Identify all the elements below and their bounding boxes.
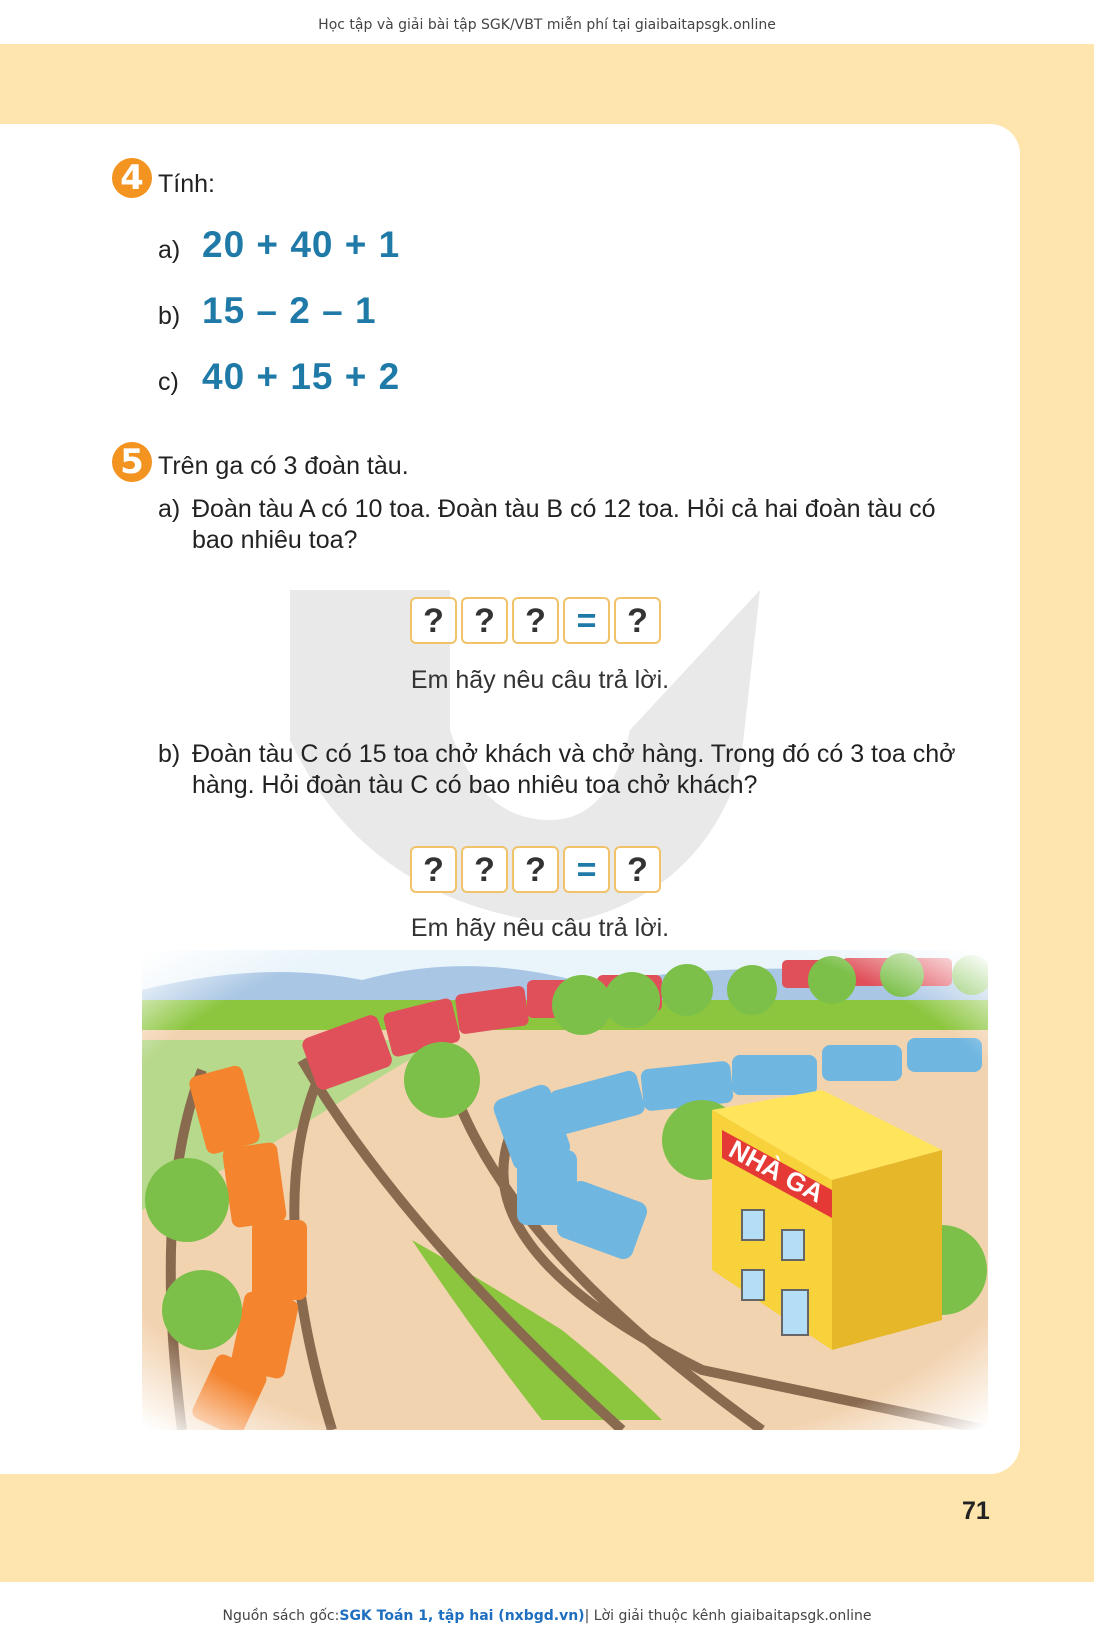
footer-suffix: | Lời giải thuộc kênh giaibaitapsgk.online: [584, 1608, 872, 1624]
calc-a-expression: 20 + 40 + 1: [202, 224, 401, 265]
answer-box[interactable]: ?: [410, 846, 457, 893]
part-b-line1: Đoàn tàu C có 15 toa chở khách và chở hàng. Trong đó có 3 toa chở: [192, 740, 956, 768]
answer-box[interactable]: ?: [461, 846, 508, 893]
header-text: Học tập và giải bài tập SGK/VBT miễn phí tại giaibaitapsgk.online: [318, 17, 776, 33]
calc-b-label: b): [158, 302, 181, 330]
footer-source: SGK Toán 1, tập hai (nxbgd.vn): [339, 1608, 585, 1624]
part-b-label: b): [158, 740, 181, 768]
part-a-answer-boxes: [410, 597, 661, 644]
part-a-label: a): [158, 495, 181, 523]
answer-box[interactable]: ?: [461, 597, 508, 644]
top-banner: [0, 0, 1094, 44]
bottom-banner: [0, 1582, 1094, 1626]
train-station-illustration: [142, 950, 988, 1430]
part-b-answer-boxes: [410, 846, 661, 893]
calc-c-label: c): [158, 368, 179, 396]
part-a-line1: Đoàn tàu A có 10 toa. Đoàn tàu B có 12 toa. Hỏi cả hai đoàn tàu có: [192, 495, 936, 523]
answer-box[interactable]: ?: [512, 597, 559, 644]
answer-box[interactable]: ?: [614, 846, 661, 893]
footer-text: [222, 1595, 871, 1624]
exercise-4-badge: 4: [112, 158, 152, 198]
footer-prefix: Nguồn sách gốc:: [222, 1608, 340, 1624]
calc-b-expression: 15 – 2 – 1: [202, 290, 377, 331]
part-b-prompt: Em hãy nêu câu trả lời.: [410, 914, 670, 942]
calc-c-expression: 40 + 15 + 2: [202, 356, 401, 397]
part-a-prompt: Em hãy nêu câu trả lời.: [410, 666, 670, 694]
part-b-question: [158, 739, 998, 801]
illustration-fade: [142, 950, 988, 1430]
equals-box: =: [563, 846, 610, 893]
equals-box: =: [563, 597, 610, 644]
exercise-5-badge: 5: [112, 442, 152, 482]
part-a-line2: bao nhiêu toa?: [192, 526, 358, 554]
page-number: 71: [962, 1497, 990, 1525]
answer-box[interactable]: ?: [614, 597, 661, 644]
exercise-4-title: Tính:: [158, 170, 215, 198]
part-b-line2: hàng. Hỏi đoàn tàu C có bao nhiêu toa chở khách?: [192, 771, 758, 799]
calc-a-label: a): [158, 236, 181, 264]
answer-box[interactable]: ?: [512, 846, 559, 893]
exercise-5-title: Trên ga có 3 đoàn tàu.: [158, 452, 409, 480]
answer-box[interactable]: ?: [410, 597, 457, 644]
part-a-question: [158, 494, 998, 556]
